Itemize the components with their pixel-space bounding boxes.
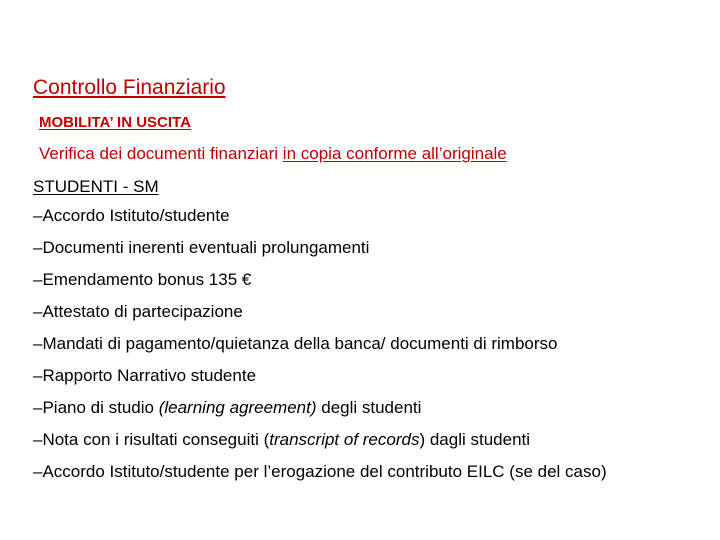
slide-title: Controllo Finanziario	[33, 76, 226, 99]
list-item	[33, 429, 683, 461]
list-item-text: –Piano di studio	[33, 398, 159, 417]
verification-emphasis: in copia conforme all’originale	[282, 144, 507, 163]
verification-text: Verifica dei documenti finanziari	[39, 144, 283, 163]
list-item: –Mandati di pagamento/quietanza della banca/ documenti di rimborso	[33, 334, 558, 353]
list-item: –Attestato di partecipazione	[33, 302, 243, 321]
list-item: –Rapporto Narrativo studente	[33, 366, 257, 385]
document-list	[33, 205, 683, 493]
list-item-italic: (learning agreement)	[158, 398, 317, 417]
students-heading: STUDENTI - SM	[33, 177, 159, 196]
list-item: –Accordo Istituto/studente per l’erogazione del contributo EILC (se del caso)	[33, 462, 607, 481]
list-item-text: ) dagli studenti	[419, 430, 531, 449]
list-item-italic: transcript of records	[269, 430, 420, 449]
list-item-text: degli studenti	[316, 398, 422, 417]
section-subtitle: MOBILITA’ IN USCITA	[39, 114, 191, 131]
list-item	[33, 397, 683, 429]
list-item: –Documenti inerenti eventuali prolungamenti	[33, 238, 370, 257]
verification-note	[39, 144, 507, 164]
list-item: –Accordo Istituto/studente	[33, 206, 230, 225]
list-item: –Emendamento bonus 135 €	[33, 270, 252, 289]
list-item-text: –Nota con i risultati conseguiti (	[33, 430, 270, 449]
